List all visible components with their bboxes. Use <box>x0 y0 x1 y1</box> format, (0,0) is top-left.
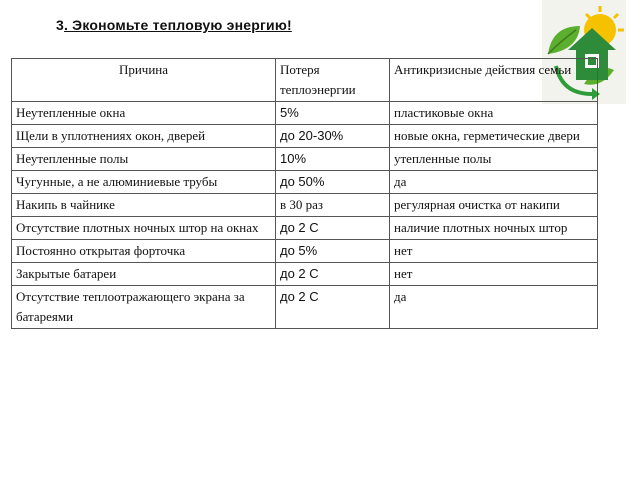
cause-cell: Отсутствие теплоотражающего экрана за батареями <box>12 286 276 329</box>
cause-cell: Неутепленные окна <box>12 102 276 125</box>
loss-cell: 5% <box>276 102 390 125</box>
table-header-row <box>12 59 598 102</box>
table-row <box>12 286 598 329</box>
action-cell: да <box>390 171 598 194</box>
energy-saving-table <box>11 58 598 329</box>
page-title <box>56 17 292 33</box>
action-cell: пластиковые окна <box>390 102 598 125</box>
cause-cell: Постоянно открытая форточка <box>12 240 276 263</box>
loss-cell: до 50% <box>276 171 390 194</box>
loss-cell: до 2 С <box>276 286 390 329</box>
action-cell: нет <box>390 240 598 263</box>
cause-cell: Неутепленные полы <box>12 148 276 171</box>
action-cell: да <box>390 286 598 329</box>
title-number: 3 <box>56 17 64 33</box>
cause-cell: Чугунные, а не алюминиевые трубы <box>12 171 276 194</box>
loss-cell: 10% <box>276 148 390 171</box>
cause-cell: Закрытые батареи <box>12 263 276 286</box>
table-row <box>12 102 598 125</box>
action-cell: утепленные полы <box>390 148 598 171</box>
header-loss: Потеря теплоэнергии <box>276 59 390 102</box>
loss-cell: до 2 С <box>276 263 390 286</box>
header-cause: Причина <box>12 59 276 102</box>
table-row <box>12 148 598 171</box>
loss-cell: до 5% <box>276 240 390 263</box>
loss-cell: в 30 раз <box>276 194 390 217</box>
table-row <box>12 240 598 263</box>
loss-cell: до 2 С <box>276 217 390 240</box>
table-row <box>12 263 598 286</box>
action-cell: нет <box>390 263 598 286</box>
cause-cell: Щели в уплотнениях окон, дверей <box>12 125 276 148</box>
title-text: . Экономьте тепловую энергию! <box>64 17 292 33</box>
table-row <box>12 194 598 217</box>
loss-cell: до 20-30% <box>276 125 390 148</box>
cause-cell: Накипь в чайнике <box>12 194 276 217</box>
action-cell: регулярная очистка от накипи <box>390 194 598 217</box>
table-row <box>12 125 598 148</box>
table-row <box>12 217 598 240</box>
cause-cell: Отсутствие плотных ночных штор на окнах <box>12 217 276 240</box>
action-cell: наличие плотных ночных штор <box>390 217 598 240</box>
header-action: Антикризисные действия семьи <box>390 59 598 102</box>
action-cell: новые окна, герметические двери <box>390 125 598 148</box>
table-row <box>12 171 598 194</box>
